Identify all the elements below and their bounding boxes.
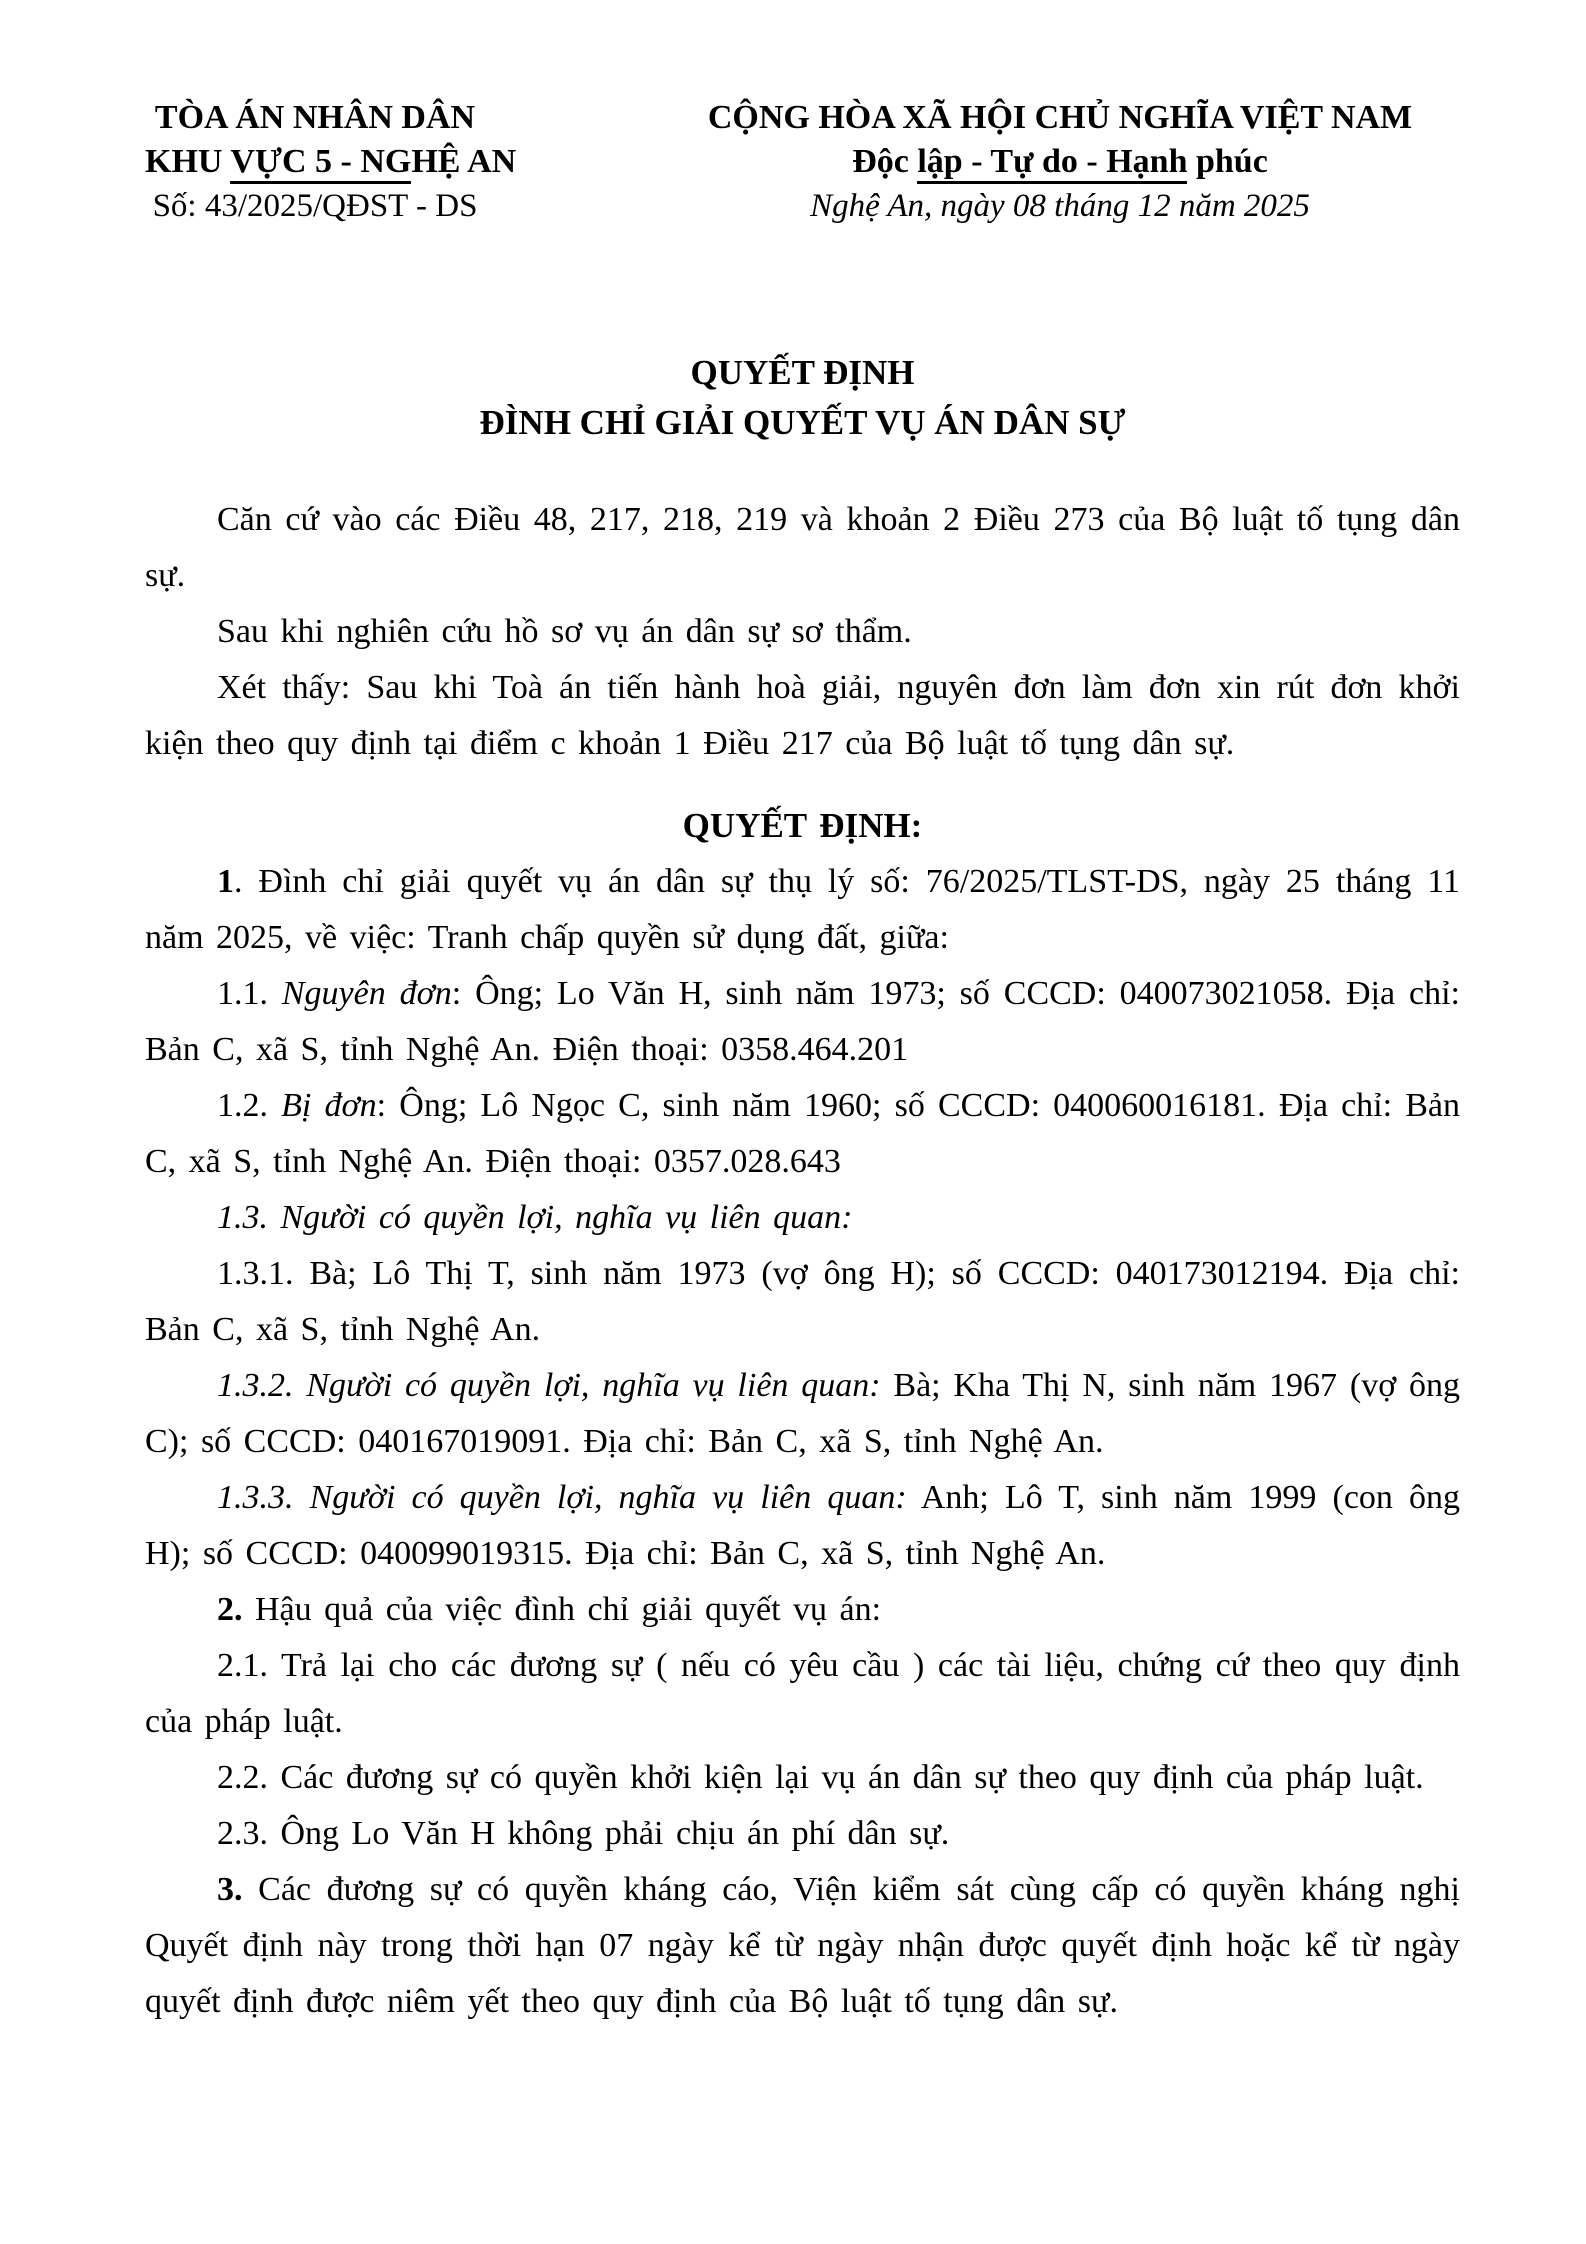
related-party-2-paragraph bbox=[145, 1358, 1460, 1470]
plaintiff-details: : Ông; Lo Văn H, sinh năm 1973; số CCCD: 040073021058. Địa chỉ: Bản C, xã S, tỉnh Nghệ An. Điện thoại: 0358.464.201 bbox=[145, 975, 1460, 1068]
document-body bbox=[145, 492, 1460, 2030]
related-party-2-label: 1.3.2. Người có quyền lợi, nghĩa vụ liên quan: bbox=[217, 1367, 881, 1404]
related-party-3-paragraph bbox=[145, 1470, 1460, 1582]
item-2-text: Hậu quả của việc đình chỉ giải quyết vụ án: bbox=[242, 1591, 882, 1628]
related-party-3-label: 1.3.3. Người có quyền lợi, nghĩa vụ liên quan: bbox=[217, 1479, 907, 1516]
defendant-paragraph bbox=[145, 1078, 1460, 1190]
related-parties-heading bbox=[145, 1190, 1460, 1246]
item-1-1-number: 1.1. bbox=[217, 975, 282, 1012]
issuing-court-block bbox=[145, 96, 517, 228]
item-3-number: 3. bbox=[217, 1871, 243, 1908]
court-region-prefix: KHU bbox=[145, 143, 231, 180]
plaintiff-paragraph bbox=[145, 966, 1460, 1078]
item-1-2-number: 1.2. bbox=[217, 1087, 282, 1124]
consequence-2-2-paragraph: 2.2. Các đương sự có quyền khởi kiện lại vụ án dân sự theo quy định của pháp luật. bbox=[217, 1759, 1424, 1796]
document-header bbox=[145, 96, 1460, 228]
related-parties-label: 1.3. Người có quyền lợi, nghĩa vụ liên quan: bbox=[217, 1199, 853, 1236]
consequence-2-1-paragraph: 2.1. Trả lại cho các đương sự ( nếu có yêu cầu ) các tài liệu, chứng cứ theo quy định của pháp luật. bbox=[145, 1647, 1460, 1740]
motto-suffix: phúc bbox=[1187, 143, 1268, 180]
review-paragraph: Sau khi nghiên cứu hồ sơ vụ án dân sự sơ thẩm. bbox=[217, 613, 912, 650]
court-region bbox=[145, 140, 517, 184]
related-party-1-paragraph: 1.3.1. Bà; Lô Thị T, sinh năm 1973 (vợ ông H); số CCCD: 040173012194. Địa chỉ: Bản C, xã S, tỉnh Nghệ An. bbox=[145, 1255, 1460, 1348]
consequences-heading bbox=[145, 1582, 1460, 1638]
item-2-number: 2. bbox=[217, 1591, 243, 1628]
appeal-rights-paragraph bbox=[145, 1862, 1460, 2030]
finding-paragraph: Xét thấy: Sau khi Toà án tiến hành hoà giải, nguyên đơn làm đơn xin rút đơn khởi kiện theo quy định tại điểm c khoản 1 Điều 217 của Bộ luật tố tụng dân sự. bbox=[145, 669, 1460, 762]
motto-underlined: lập - Tự do - Hạnh bbox=[917, 143, 1187, 184]
related-party-3-details: Anh; Lô T, sinh năm 1999 (con ông H); số CCCD: 040099019315. Địa chỉ: Bản C, xã S, tỉnh Nghệ An. bbox=[145, 1479, 1460, 1572]
republic-name: CỘNG HÒA XÃ HỘI CHỦ NGHĨA VIỆT NAM bbox=[707, 99, 1413, 136]
motto-prefix: Độc bbox=[852, 143, 918, 180]
legal-basis-paragraph: Căn cứ vào các Điều 48, 217, 218, 219 và khoản 2 Điều 273 của Bộ luật tố tụng dân sự. bbox=[145, 501, 1460, 594]
item-1-number: 1 bbox=[217, 863, 234, 900]
consequence-2-3-paragraph: 2.3. Ông Lo Văn H không phải chịu án phí dân sự. bbox=[217, 1815, 950, 1852]
document-number: Số: 43/2025/QĐST - DS bbox=[152, 188, 478, 224]
item-1-text: . Đình chỉ giải quyết vụ án dân sự thụ lý số: 76/2025/TLST-DS, ngày 25 tháng 11 năm 2025, về việc: Tranh chấp quyền sử dụng đất, giữa: bbox=[145, 863, 1460, 956]
court-region-suffix: HỆ AN bbox=[411, 143, 517, 180]
court-region-underlined: VỰC 5 - NG bbox=[230, 143, 411, 184]
decision-heading: QUYẾT ĐỊNH: bbox=[682, 806, 923, 845]
national-motto bbox=[660, 140, 1460, 184]
plaintiff-label: Nguyên đơn bbox=[281, 975, 452, 1012]
court-name: TÒA ÁN NHÂN DÂN bbox=[154, 99, 476, 136]
defendant-label: Bị đơn bbox=[281, 1087, 377, 1124]
item-3-text: Các đương sự có quyền kháng cáo, Viện kiểm sát cùng cấp có quyền kháng nghị Quyết định này trong thời hạn 07 ngày kể từ ngày nhận được quyết định hoặc kể từ ngày quyết định được niêm yết theo quy định của Bộ luật tố tụng dân sự. bbox=[145, 1871, 1460, 2020]
place-date-line: Nghệ An, ngày 08 tháng 12 năm 2025 bbox=[810, 188, 1310, 224]
document-title-line2: ĐÌNH CHỈ GIẢI QUYẾT VỤ ÁN DÂN SỰ bbox=[479, 403, 1126, 442]
defendant-details: : Ông; Lô Ngọc C, sinh năm 1960; số CCCD: 040060016181. Địa chỉ: Bản C, xã S, tỉnh Nghệ An. Điện thoại: 0357.028.643 bbox=[145, 1087, 1460, 1180]
related-party-2-details: Bà; Kha Thị N, sinh năm 1967 (vợ ông C); số CCCD: 040167019091. Địa chỉ: Bản C, xã S, tỉnh Nghệ An. bbox=[145, 1367, 1461, 1460]
document-title bbox=[145, 348, 1460, 448]
decision-item-1 bbox=[145, 854, 1460, 966]
national-header-block bbox=[660, 96, 1460, 228]
document-title-line1: QUYẾT ĐỊNH bbox=[690, 353, 915, 392]
